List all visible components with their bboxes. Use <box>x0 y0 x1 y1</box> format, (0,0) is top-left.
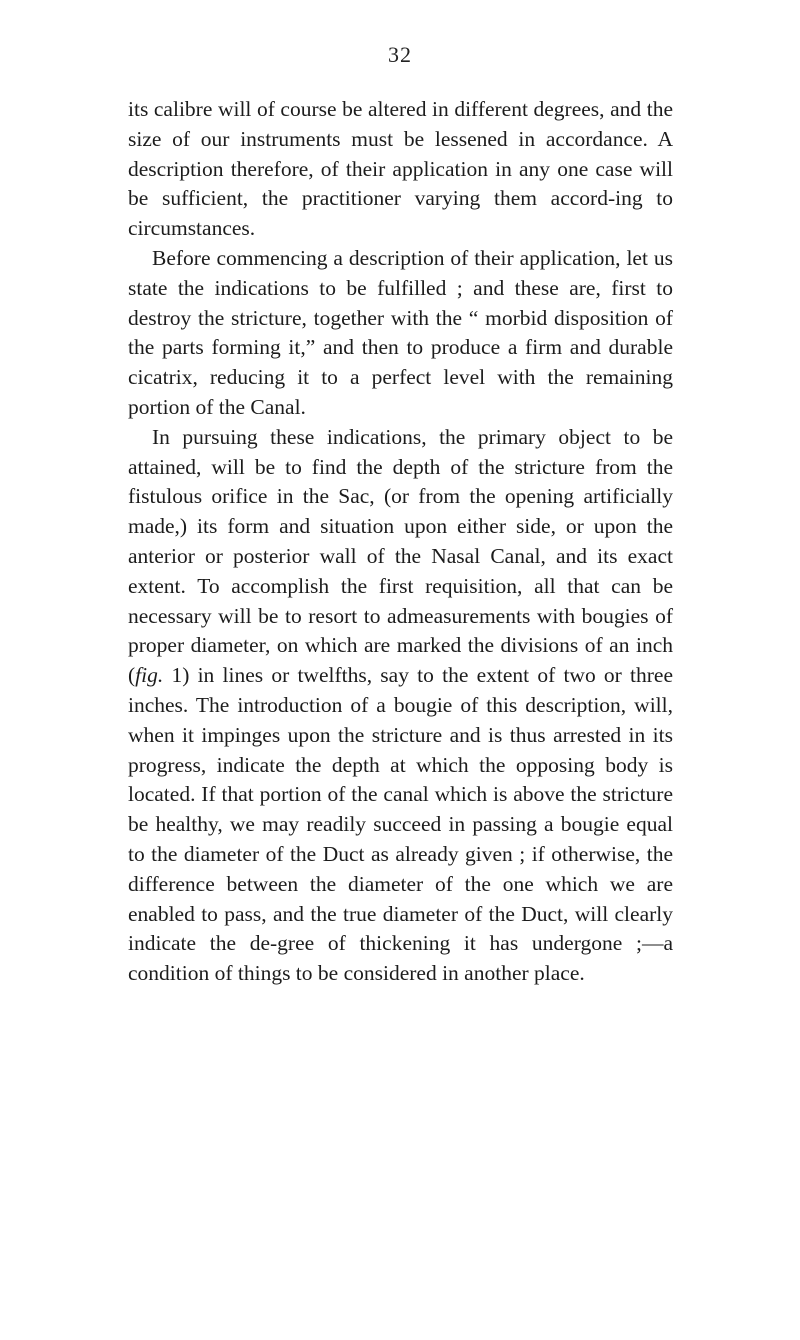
paragraph-3 <box>128 423 673 989</box>
body-text <box>128 95 673 989</box>
figure-reference: fig. <box>135 663 164 688</box>
paragraph-3-text-before-figure-ref: In pursuing these indications, the primary object to be attained, will be to find the depth of the stricture from the fistulous orifice in the Sac, (or from the opening artificially made,) its form and situation upon either side, or upon the anterior or posterior wall of the Nasal Canal, and its exact extent. To accomplish the first requisition, all that can be necessary will be to resort to admeasurements with bougies of proper diameter, on which are marked the divisions of an inch ( <box>128 424 673 688</box>
paragraph-1: its calibre will of course be altered in different degrees, and the size of our instruments must be lessened in accordance. A description therefore, of their application in any one case will be sufficient, the practitioner varying them accord-ing to circumstances. <box>128 97 673 241</box>
paragraph-2: Before commencing a description of their application, let us state the indications to be fulfilled ; and these are, first to destroy the stricture, together with the “ morbid disposition of the parts forming it,” and then to produce a firm and durable cicatrix, reducing it to a perfect level with the remaining portion of the Canal. <box>128 245 673 419</box>
page-number: 32 <box>388 42 412 67</box>
paragraph-3-text-after-figure-ref: 1) in lines or twelfths, say to the extent of two or three inches. The introduction of a bougie of this description, will, when it impinges upon the stricture and is thus arrested in its progress, indicate the depth at which the opposing body is located. If that portion of the canal which is above the stricture be healthy, we may readily succeed in passing a bougie equal to the diameter of the Duct as already given ; if otherwise, the difference between the diameter of the one which we are enabled to pass, and the true diameter of the Duct, will clearly indicate the de-gree of thickening it has undergone ;—a condition of things to be considered in another place. <box>128 663 673 986</box>
